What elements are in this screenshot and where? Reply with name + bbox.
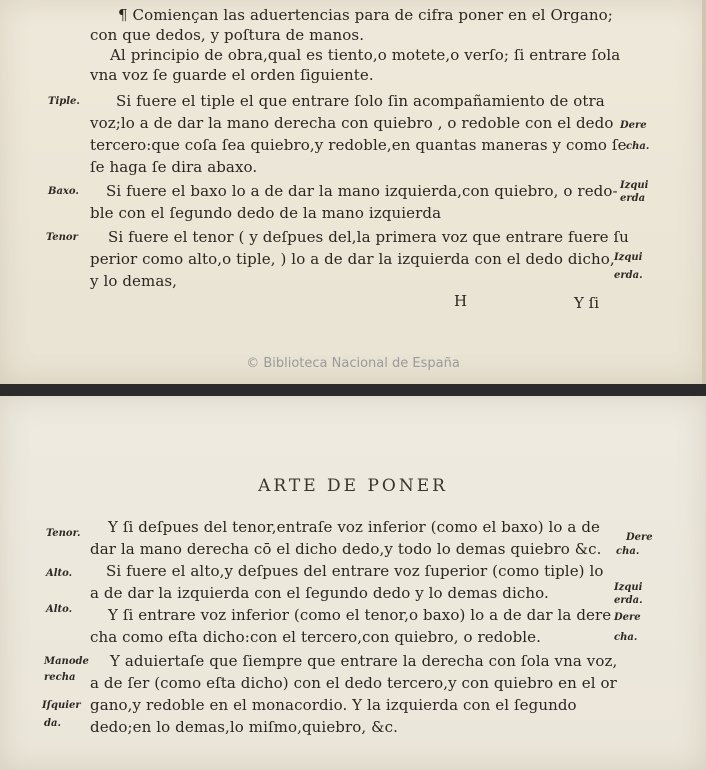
margin-note: Tiple. [48, 96, 80, 107]
watermark: © Biblioteca Nacional de España [246, 356, 460, 371]
text-line: Si fuere el baxo lo a de dar la mano izquierda,con quiebro, o redo- [106, 182, 618, 200]
text-line: Al principio de obra,qual es tiento,o motete,o verſo; ſi entrare ſola [110, 46, 621, 64]
text-line: ſe haga ſe dira abaxo. [90, 158, 258, 176]
margin-note: Alto. [46, 568, 73, 579]
text-line: Si fuere el alto,y deſpues del entrare voz ſuperior (como tiple) lo [106, 562, 604, 580]
margin-note: Iſquier [42, 700, 81, 711]
text-line: dedo;en lo demas,lo miſmo,quiebro, &c. [90, 718, 398, 736]
text-line: con que dedos, y poſtura de manos. [90, 26, 365, 44]
text-line: ble con el ſegundo dedo de la mano izquierda [90, 204, 442, 222]
text-line: dar la mano derecha cō el dicho dedo,y todo lo demas quiebro &c. [90, 540, 602, 558]
text-line: a de ſer (como eſta dicho) con el dedo tercero,y con quiebro en el or [90, 674, 617, 692]
page-heading: ARTE DE PONER [258, 476, 448, 496]
page-top [0, 0, 706, 384]
margin-note: da. [44, 718, 61, 729]
text-line: Si fuere el tiple el que entrare ſolo ſin acompañamiento de otra [116, 92, 605, 110]
text-line: Si fuere el tenor ( y deſpues del,la primera voz que entrare fuere ſu [108, 228, 629, 246]
text-line: Y aduiertaſe que ſiempre que entrare la derecha con ſola vna voz, [110, 652, 618, 670]
page-separator [0, 384, 706, 396]
margin-note: Baxo. [48, 186, 79, 197]
text-line: tercero:que coſa ſea quiebro,y redoble,en quantas maneras y como ſe [90, 136, 627, 154]
text-line: perior como alto,o tiple, ) lo a de dar la izquierda con el dedo dicho, [90, 250, 615, 268]
text-line: Y ſi entrare voz inferior (como el tenor,o baxo) lo a de dar la dere [108, 606, 612, 624]
margin-note: cha. [616, 546, 640, 557]
text-line: cha como eſta dicho:con el tercero,con quiebro, o redoble. [90, 628, 542, 646]
page-bottom [0, 396, 706, 770]
text-line: ¶ Comiençan las aduertencias para de cifra poner en el Organo; [118, 6, 613, 24]
margin-note: Dere [620, 120, 647, 131]
text-line: vna voz ſe guarde el orden ſiguiente. [90, 66, 374, 84]
margin-note: recha [44, 672, 76, 683]
text-line: Y ſi deſpues del tenor,entraſe voz inferior (como el baxo) lo a de [108, 518, 601, 536]
text-line: gano,y redoble en el monacordio. Y la izquierda con el ſegundo [90, 696, 577, 714]
text-line: voz;lo a de dar la mano derecha con quiebro , o redoble con el dedo [90, 114, 614, 132]
margin-note: erda [620, 193, 646, 204]
text-line: a de dar la izquierda con el ſegundo dedo y lo demas dicho. [90, 584, 549, 602]
catchword: Y ſi [574, 294, 600, 312]
margin-note: Manode [44, 656, 89, 667]
margin-note: cha. [626, 141, 650, 152]
margin-note: Dere [614, 612, 641, 623]
margin-note: erda. [614, 270, 643, 281]
margin-note: Izqui [620, 180, 649, 191]
text-line: y lo demas, [90, 272, 178, 290]
signature-mark: H [454, 292, 468, 310]
margin-note: Izqui [614, 252, 643, 263]
margin-note: erda. [614, 595, 643, 606]
margin-note: cha. [614, 632, 638, 643]
margin-note: Dere [626, 532, 653, 543]
margin-note: Izqui [614, 582, 643, 593]
page-edge [702, 0, 706, 384]
margin-note: Tenor [46, 232, 78, 243]
margin-note: Tenor. [46, 528, 81, 539]
margin-note: Alto. [46, 604, 73, 615]
